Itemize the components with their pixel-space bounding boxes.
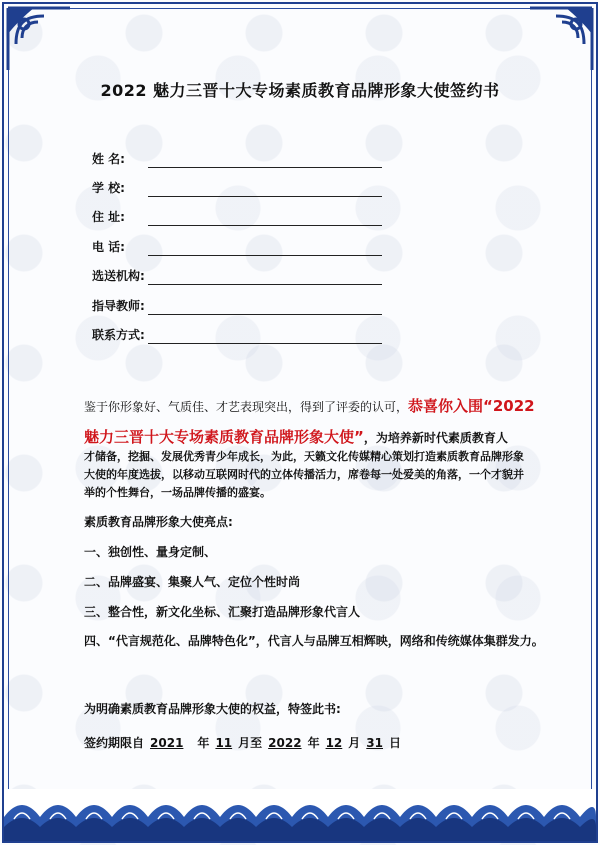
fill-line[interactable] — [148, 314, 382, 315]
field-school — [92, 179, 150, 196]
term-day-word: 日 — [389, 736, 402, 750]
term-month-to: 月至 — [238, 736, 263, 750]
term-end-year[interactable]: 2022 — [268, 736, 302, 750]
term-prefix: 签约期限自 — [84, 736, 145, 750]
intro-line-5: 举的个性舞台，一场品牌传播的盛宴。 — [84, 486, 271, 499]
highlight-item: 四、“代言规范化、品牌特色化”，代言人与品牌互相辉映，网络和传统媒体集群发力。 — [84, 634, 544, 648]
term-start-month[interactable]: 11 — [215, 736, 233, 750]
closing-statement: 为明确素质教育品牌形象大使的权益，特签此书: — [84, 702, 341, 716]
highlight-item: 一、独创性、量身定制、 — [84, 545, 217, 559]
intro-line-2 — [84, 426, 508, 447]
field-address — [92, 208, 150, 225]
field-label: 选送机构: — [92, 269, 145, 283]
intro-rest-1: ，为培养新时代素质教育人 — [363, 431, 508, 445]
field-label: 姓 名: — [92, 152, 125, 166]
field-label: 学 校: — [92, 181, 125, 195]
field-label: 联系方式: — [92, 328, 145, 342]
field-contact — [92, 326, 150, 343]
intro-highlight-1: 恭喜你入围“2022 — [408, 397, 535, 415]
field-agency — [92, 267, 150, 284]
intro-line-4: 大使的年度选拔，以移动互联网时代的立体传播活力，席卷每一处爱美的角落，一个才貌并 — [84, 468, 524, 481]
field-name — [92, 150, 150, 167]
corner-ornament-icon — [4, 4, 74, 74]
fill-line[interactable] — [148, 196, 382, 197]
field-label: 电 话: — [92, 240, 125, 254]
fill-line[interactable] — [148, 255, 382, 256]
term-end-month[interactable]: 12 — [325, 736, 343, 750]
field-teacher — [92, 297, 150, 314]
intro-line-3: 才储备，挖掘、发展优秀青少年成长，为此，天籁文化传媒精心策划打造素质教育品牌形象 — [84, 450, 524, 463]
term-year-word: 年 — [197, 736, 210, 750]
intro-lead: 鉴于你形象好、气质佳、才艺表现突出，得到了评委的认可， — [84, 400, 409, 414]
intro-highlight-2: 魅力三晋十大专场素质教育品牌形象大使” — [84, 428, 364, 446]
term-year-word-2: 年 — [307, 736, 320, 750]
contract-term — [84, 734, 401, 751]
page-title: 2022 魅力三晋十大专场素质教育品牌形象大使签约书 — [100, 81, 500, 100]
fill-line[interactable] — [148, 284, 382, 285]
field-label: 住 址: — [92, 210, 125, 224]
field-label: 指导教师: — [92, 299, 145, 313]
term-start-year[interactable]: 2021 — [150, 736, 184, 750]
intro-line-1 — [84, 395, 535, 416]
corner-ornament-icon — [526, 4, 596, 74]
fill-line[interactable] — [148, 343, 382, 344]
term-end-day[interactable]: 31 — [366, 736, 383, 750]
field-phone — [92, 238, 150, 255]
wave-border-icon — [4, 789, 596, 841]
highlight-item: 三、整合性，新文化坐标、汇聚打造品牌形象代言人 — [84, 605, 361, 619]
highlights-heading: 素质教育品牌形象大使亮点: — [84, 515, 233, 529]
fill-line[interactable] — [148, 167, 382, 168]
term-month-word: 月 — [348, 736, 361, 750]
fill-line[interactable] — [148, 225, 382, 226]
highlight-item: 二、品牌盛宴、集聚人气、定位个性时尚 — [84, 575, 301, 589]
